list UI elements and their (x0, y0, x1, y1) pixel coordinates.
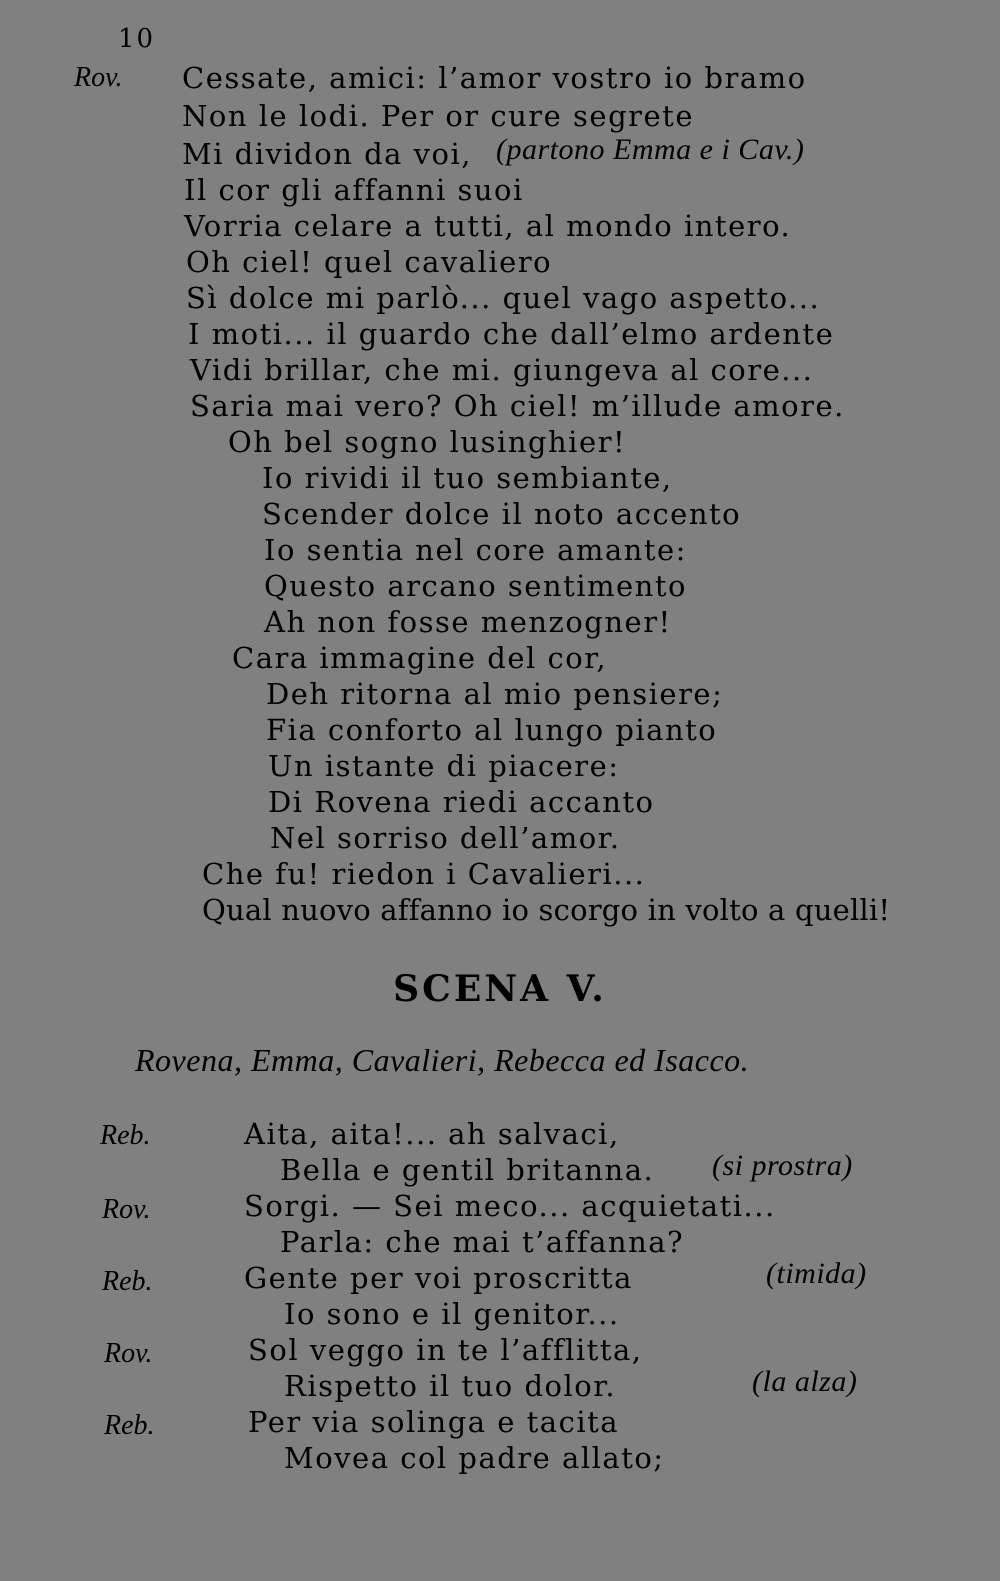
verse-line: Nel sorriso dell’amor. (270, 821, 621, 855)
verse-line: Sì dolce mi parlò... quel vago aspetto... (186, 281, 821, 315)
verse-line: Gente per voi proscritta (244, 1261, 633, 1295)
stage-direction: (timida) (766, 1257, 867, 1290)
verse-line: I moti... il guardo che dall’elmo ardente (188, 317, 835, 351)
verse-line: Oh bel sogno lusinghier! (228, 425, 627, 459)
verse-line: Che fu! riedon i Cavalieri... (202, 857, 646, 891)
stage-direction: (la alza) (752, 1365, 858, 1398)
verse-line: Movea col padre allato; (284, 1441, 665, 1475)
speaker-label: Rov. (104, 1338, 153, 1369)
verse-line: Mi dividon da voi, (182, 137, 473, 171)
verse-line: Sorgi. — Sei meco... acquietati... (244, 1189, 776, 1223)
verse-line: Il cor gli affanni suoi (184, 173, 524, 207)
verse-line: Cara immagine del cor, (232, 641, 608, 675)
verse-line: Aita, aita!... ah salvaci, (244, 1117, 620, 1151)
stage-direction: (partono Emma e i Cav.) (496, 133, 805, 166)
page-number: 10 (118, 24, 156, 54)
speaker-label: Reb. (100, 1120, 151, 1151)
verse-line: Non le lodi. Per or cure segrete (182, 99, 694, 133)
verse-line: Qual nuovo affanno io scorgo in volto a quelli! (202, 893, 891, 927)
verse-line: Rispetto il tuo dolor. (284, 1369, 617, 1403)
verse-line: Per via solinga e tacita (248, 1405, 620, 1439)
verse-line: Un istante di piacere: (268, 749, 620, 783)
verse-line: Sol veggo in te l’afflitta, (248, 1333, 643, 1367)
verse-line: Bella e gentil britanna. (280, 1153, 655, 1187)
verse-line: Oh ciel! quel cavaliero (186, 245, 553, 279)
stage-direction: (si prostra) (712, 1149, 853, 1182)
speaker-label: Reb. (102, 1266, 153, 1297)
speaker-label: Reb. (104, 1410, 155, 1441)
verse-line: Saria mai vero? Oh ciel! m’illude amore. (190, 389, 845, 423)
verse-line: Io sentia nel core amante: (264, 533, 687, 567)
scene-title: SCENA V. (393, 968, 607, 1010)
verse-line: Parla: che mai t’affanna? (280, 1225, 685, 1259)
verse-line: Fia conforto al lungo pianto (266, 713, 718, 747)
verse-line: Ah non fosse menzogner! (264, 605, 672, 639)
verse-line: Cessate, amici: l’amor vostro io bramo (182, 61, 807, 95)
verse-line: Io rividi il tuo sembiante, (262, 461, 673, 495)
speaker-label: Rov. (74, 62, 123, 93)
scene-cast-list: Rovena, Emma, Cavalieri, Rebecca ed Isacco. (135, 1042, 750, 1078)
verse-line: Deh ritorna al mio pensiere; (266, 677, 724, 711)
verse-line: Vidi brillar, che mi. giungeva al core... (190, 353, 814, 387)
verse-line: Scender dolce il noto accento (262, 497, 742, 531)
speaker-label: Rov. (102, 1194, 151, 1225)
verse-line: Questo arcano sentimento (264, 569, 687, 603)
verse-line: Vorria celare a tutti, al mondo intero. (184, 209, 792, 243)
verse-line: Io sono e il genitor... (284, 1297, 620, 1331)
verse-line: Di Rovena riedi accanto (268, 785, 655, 819)
